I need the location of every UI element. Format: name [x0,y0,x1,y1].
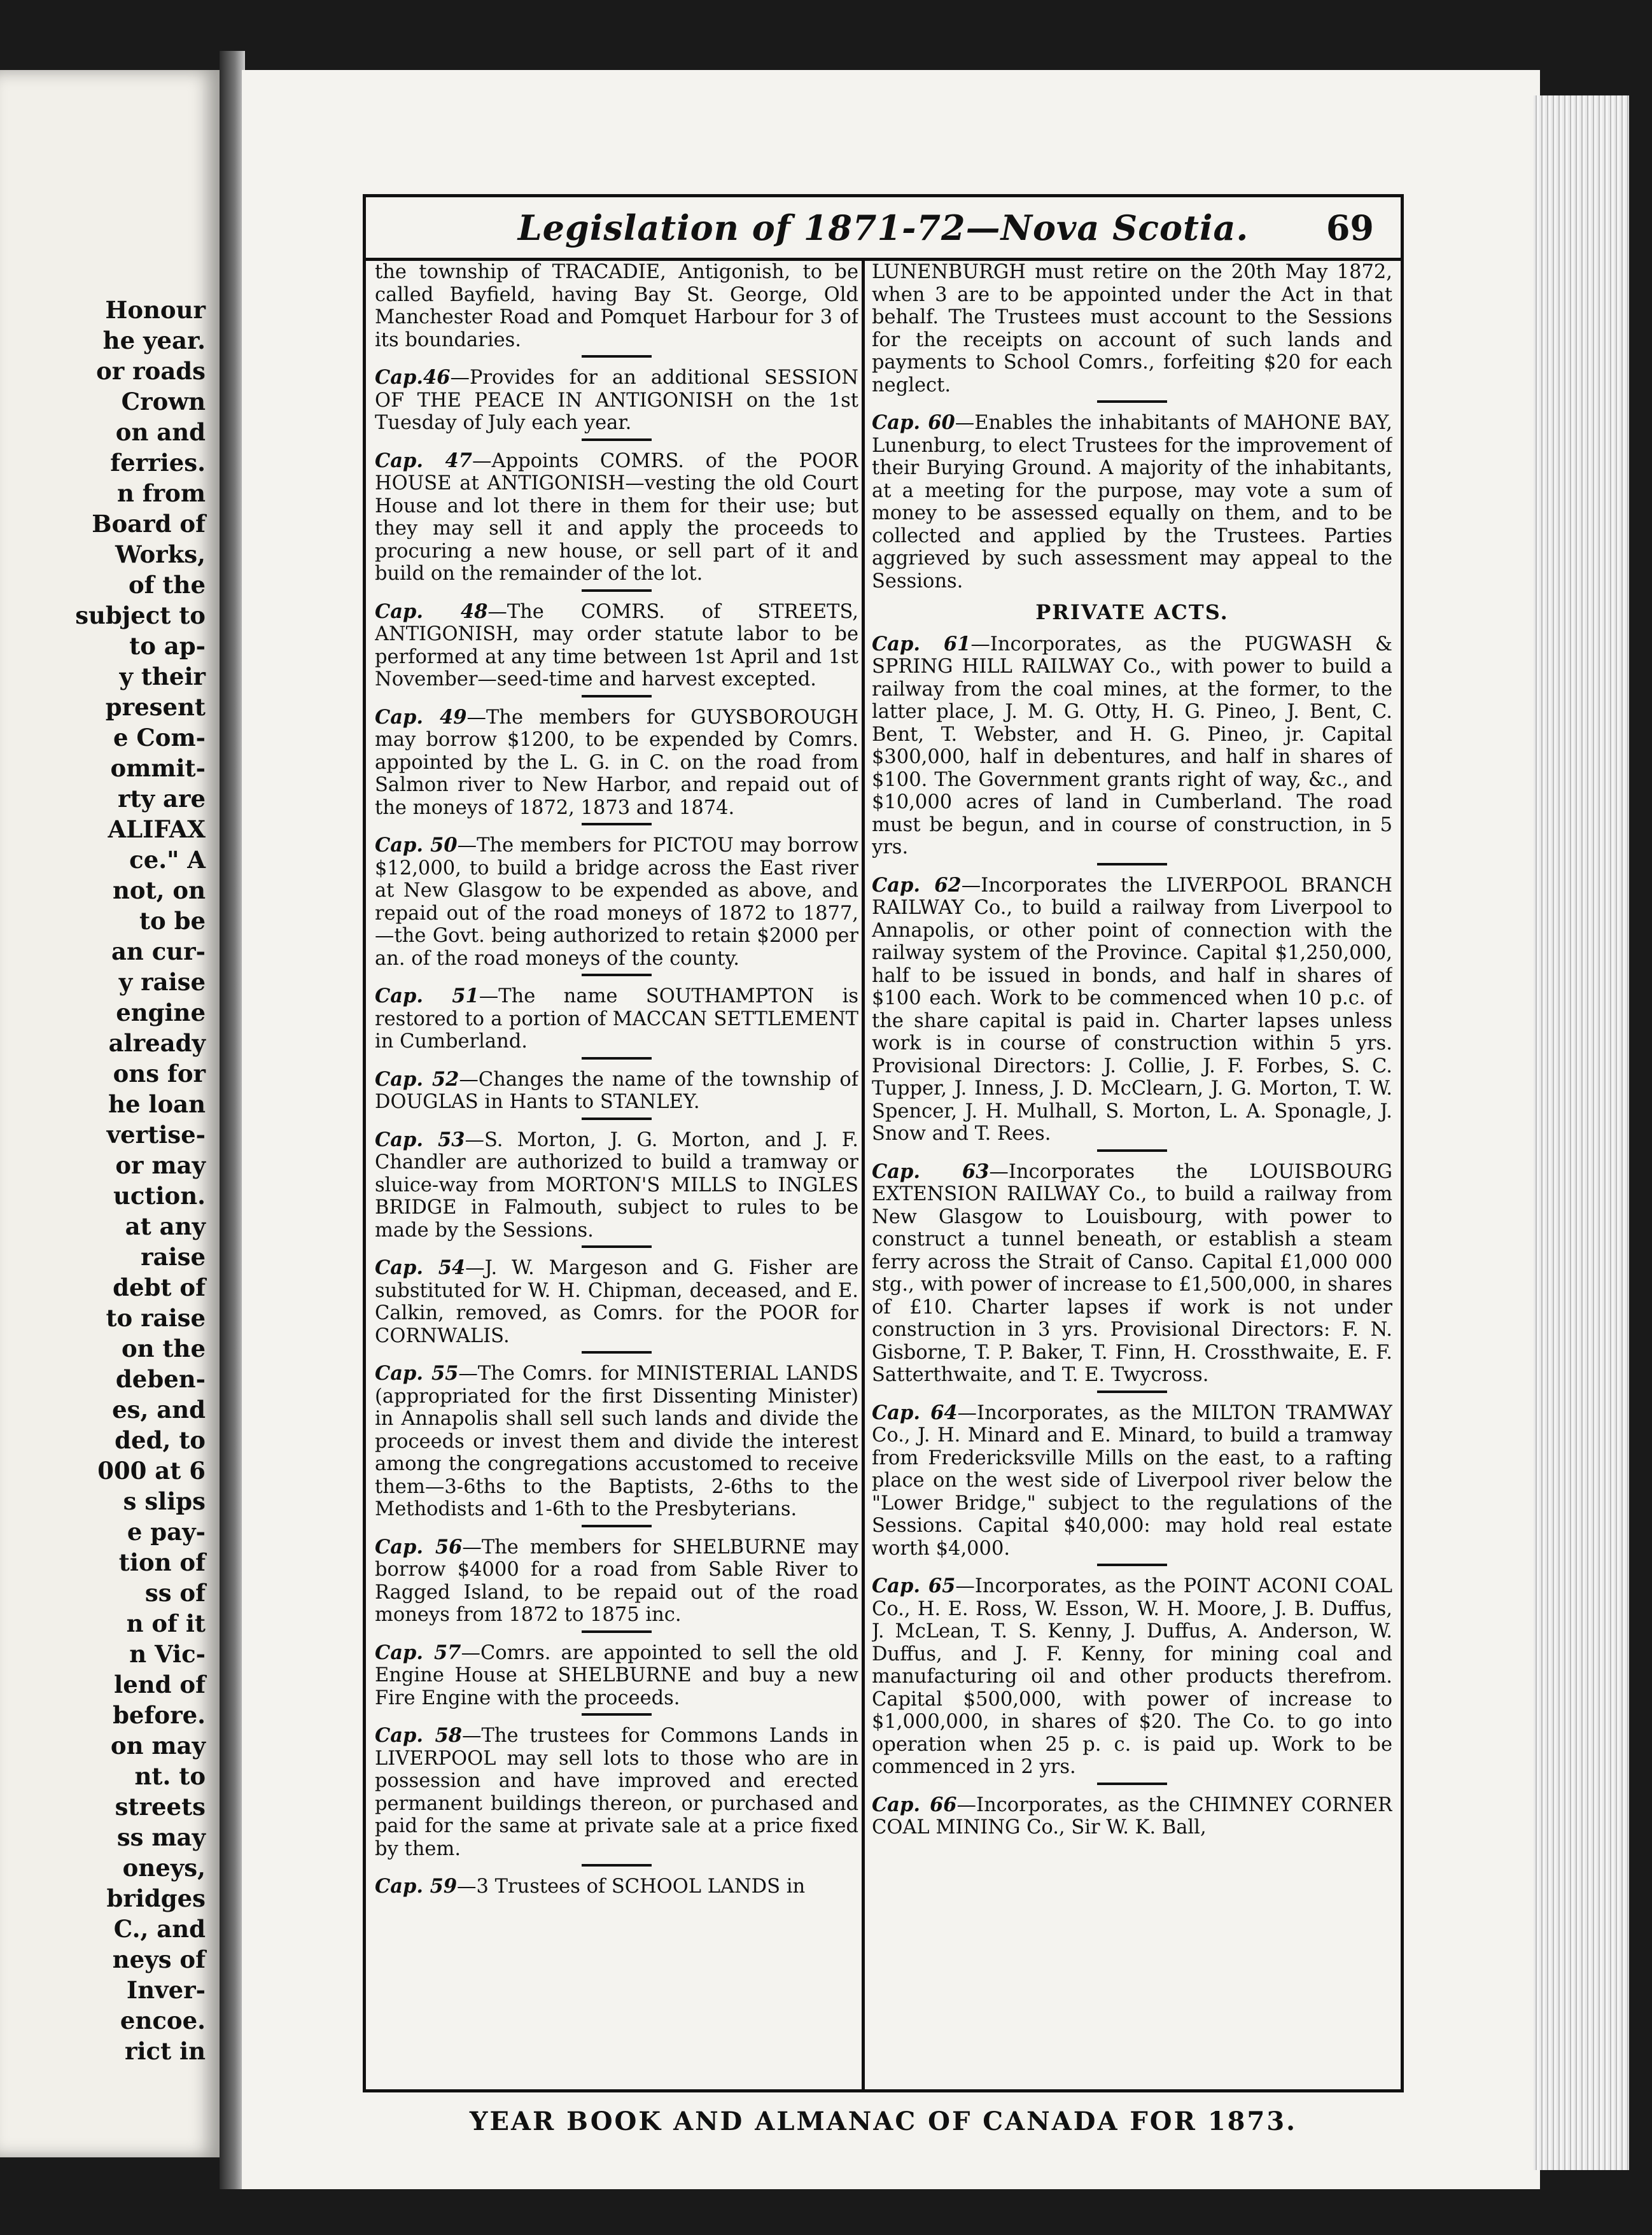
margin-fragment: on and [115,418,206,446]
margin-fragment: present [105,693,206,721]
legislation-entry [375,1725,858,1867]
margin-fragment: oneys, [122,1854,206,1882]
margin-fragment: or roads [96,357,206,385]
margin-fragment: e pay- [127,1518,206,1546]
entry-text: —The trustees for Commons Lands in LIVERPOOL may sell lots to those who are in possession and have improved and erected permanent buildings thereon, or purchased and paid for the same at private sale at a price fixed by them. [375,1725,858,1860]
margin-fragment: es, and [112,1396,206,1424]
entry-separator [1097,1783,1167,1785]
chapter-number: Cap. 59 [375,1875,458,1898]
entry-text: —The members for PICTOU may borrow $12,000, to build a bridge across the East river at New Glasgow to be expended as above, and repaid out of the road moneys of 1872 to 1877,—the Govt. being authorized to retain $2000 per an. of the road moneys of the county. [375,834,858,970]
legislation-entry [872,874,1392,1152]
legislation-entry [375,834,858,976]
legislation-entry [872,1402,1392,1567]
margin-fragment: ded, to [115,1426,206,1454]
margin-fragment: C., and [113,1915,206,1943]
entry-text: —The Comrs. for MINISTERIAL LANDS (appropriated for the first Dissenting Minister) in Annapolis shall sell such lands and divide the proceeds or invest them and divide the interest among the congregations accustomed to receive them—3-6ths to the Baptists, 2-6ths to the Methodists and 1-6th to the Presbyterians. [375,1363,858,1520]
margin-fragment: on may [110,1732,206,1760]
margin-fragment: to be [139,907,206,935]
chapter-number: Cap. 52 [375,1067,459,1091]
margin-fragment: he year. [102,326,206,354]
chapter-number: Cap. 57 [375,1641,461,1664]
legislation-entry [375,1642,858,1716]
margin-fragment: encoe. [120,2007,206,2035]
chapter-number: Cap. 49 [375,705,467,729]
margin-fragment: ss of [144,1579,206,1607]
margin-fragment: of the [128,571,206,599]
chapter-number: Cap.46 [375,366,451,389]
entry-separator [582,1245,652,1248]
entry-separator [1097,1391,1167,1393]
margin-fragment: n from [116,479,206,507]
margin-fragment: on the [122,1335,206,1363]
chapter-number: Cap. 53 [375,1128,465,1151]
margin-fragment: 000 at 6 [97,1457,206,1485]
chapter-number: Cap. 48 [375,599,488,623]
margin-fragment: ferries. [110,449,206,477]
page [242,70,1540,2189]
entry-separator [582,1118,652,1120]
entry-separator [582,438,652,441]
entry-text: —Changes the name of the township of DOUGLAS in Hants to STANLEY. [375,1068,858,1113]
page-footer: YEAR BOOK AND ALMANAC OF CANADA FOR 1873. [469,2106,1298,2136]
margin-fragment: Honour [105,296,206,324]
margin-fragment: rict in [124,2037,206,2065]
entry-text: —Enables the inhabitants of MAHONE BAY, Lunenburg, to elect Trustees for the improvement of their Burying Ground. A majority of the inhabitants, at a meeting for the purpose, may vote a sum of money to be assessed equally on them, and to be collected and applied by the Trustees. Parties aggrieved by such assessment may appeal to the Sessions. [872,412,1392,592]
entry-text: —Comrs. are appointed to sell the old Engine House at SHELBURNE and buy a new Fire Engine with the proceeds. [375,1641,858,1709]
legislation-entry [375,1257,858,1354]
legislation-entry [375,1068,858,1120]
entry-text: —The name SOUTHAMPTON is restored to a portion of MACCAN SETTLEMENT in Cumberland. [375,985,858,1053]
margin-fragment: before. [113,1701,206,1729]
page-edges [1534,95,1629,2170]
entry-text: —The COMRS. of STREETS, ANTIGONISH, may order statute labor to be performed at any time between 1st April and 1st November—seed-time and harvest excepted. [375,600,858,690]
entry-text: —3 Trustees of SCHOOL LANDS in [457,1875,806,1898]
chapter-number: Cap. 56 [375,1535,463,1559]
private-acts-heading: PRIVATE ACTS. [1035,600,1229,624]
legislation-entry [375,1363,858,1527]
margin-fragment: y their [119,662,206,690]
margin-fragment: an cur- [111,937,206,965]
margin-fragment: lend of [114,1671,206,1699]
legislation-entry [872,261,1392,403]
margin-fragment: e Com- [113,724,206,752]
margin-fragment: n of it [126,1609,206,1637]
entry-text: —Incorporates, as the PUGWASH & SPRING HILL RAILWAY Co., with power to build a railway from the coal mines, at the former, to the latter place, J. M. G. Otty, H. G. Pineo, J. Bent, C. Bent, T. Webster, and H. G. Pineo, jr. Capital $300,000, half in debentures, and half in shares of $100. The Government grants right of way, &c., and $10,000 acres of land in Cumberland. The road must be begun, and in course of construction, in 5 yrs. [872,633,1392,858]
entry-text: —J. W. Margeson and G. Fisher are substituted for W. H. Chipman, deceased, and E. Calkin, removed, as Comrs. for the POOR for CORNWALIS. [375,1257,858,1347]
entry-text: the township of TRACADIE, Antigonish, to be called Bayfield, having Bay St. George, Old Manchester Road and Pomquet Harbour for 3 of its boundaries. [375,261,858,351]
margin-fragment: subject to [75,601,206,629]
entry-text: —The members for SHELBURNE may borrow $4000 for a road from Sable River to Ragged Island, to be repaid out of the road moneys from 1872 to 1875 inc. [375,1536,858,1626]
margin-fragment: Crown [121,388,206,416]
margin-fragment: y raise [118,968,206,996]
chapter-number: Cap. 66 [872,1793,957,1816]
entry-separator [582,695,652,697]
legislation-entry [375,601,858,697]
entry-separator [1097,1149,1167,1152]
legislation-entry [872,1161,1392,1393]
margin-fragment: not, on [112,876,206,904]
margin-fragment: s slips [123,1487,206,1515]
book-gutter [220,51,245,2189]
chapter-number: Cap. 55 [375,1362,459,1385]
entry-separator [582,974,652,976]
page-frame [363,194,1404,2092]
margin-fragment: to raise [106,1304,206,1332]
legislation-entry [872,1575,1392,1785]
margin-fragment: neys of [112,1945,206,1973]
margin-fragment: ss may [116,1823,206,1851]
margin-fragment: engine [116,998,206,1026]
entry-separator [582,1713,652,1716]
margin-fragment: to ap- [129,632,206,660]
column-divider [862,258,865,2089]
entry-separator [582,1351,652,1354]
legislation-entry [375,450,858,592]
chapter-number: Cap. 51 [375,984,479,1007]
chapter-number: Cap. 60 [872,411,955,434]
margin-fragment: tion of [118,1548,206,1576]
margin-fragment: ALIFAX [108,815,206,843]
left-column [375,261,858,2089]
legislation-entry [375,261,858,358]
entry-text: LUNENBURGH must retire on the 20th May 1872, when 3 are to be appointed under the Act in that behalf. The Trustees must account to the Sessions for the receipts on account of such lands and payments to School Comrs., forfeiting $20 for each neglect. [872,261,1392,396]
chapter-number: Cap. 47 [375,449,473,472]
legislation-entry [375,367,858,441]
margin-fragment: at any [125,1212,206,1240]
legislation-entry [375,985,858,1060]
margin-fragment: or may [115,1151,206,1179]
right-column [872,261,1392,2089]
entry-text: —The members for GUYSBOROUGH may borrow $1200, to be expended by Comrs. appointed by the L. G. in C. on the road from Salmon river to New Harbor, and repaid out of the moneys of 1872, 1873 and 1874. [375,706,858,819]
legislation-entry [375,706,858,826]
entry-separator [582,1864,652,1867]
margin-fragment: nt. to [134,1762,206,1790]
margin-fragment: he loan [108,1090,206,1118]
margin-fragment: debt of [113,1273,206,1301]
legislation-entry [872,1794,1392,1839]
margin-fragment: streets [115,1793,206,1821]
chapter-number: Cap. 61 [872,632,971,655]
entry-separator [1097,863,1167,865]
entry-separator [582,589,652,592]
legislation-entry [375,1536,858,1633]
legislation-entry [375,1875,858,1898]
margin-fragment: bridges [106,1884,206,1912]
margin-fragment: rty are [118,785,206,813]
entry-separator [582,1630,652,1633]
legislation-entry [872,412,1392,592]
entry-text: —Appoints COMRS. of the POOR HOUSE at ANTIGONISH—vesting the old Court House and lot there in them for their use; but they may sell it and apply the proceeds to procuring a new house, or sell part of it and build on the remainder of the lot. [375,449,858,585]
margin-fragment: Inver- [126,1976,206,2004]
entry-separator [1097,400,1167,403]
entry-text: —S. Morton, J. G. Morton, and J. F. Chandler are authorized to build a tramway or sluice-way from MORTON'S MILLS to INGLES BRIDGE in Falmouth, subject to rules to be made by the Sessions. [375,1128,858,1242]
margin-fragment: Board of [92,510,206,538]
facing-page-fragment [0,70,220,2157]
margin-fragment: uction. [113,1182,206,1210]
chapter-number: Cap. 65 [872,1574,956,1597]
entry-text: —Incorporates, as the CHIMNEY CORNER COAL MINING Co., Sir W. K. Ball, [872,1793,1392,1839]
margin-fragment: vertise- [106,1121,206,1149]
chapter-number: Cap. 50 [375,834,458,857]
entry-text: —Incorporates the LOUISBOURG EXTENSION RAILWAY Co., to build a railway from New Glasgow to Louisbourg, with power to construct a tunnel beneath, or establish a steam ferry across the Strait of Canso. Capital £1,000 000 stg., with power of increase to £1,500,000, in shares of £10. Charter lapses if work is not under construction in 3 yrs. Provisional Directors: F. N. Gisborne, T. P. Baker, T. Finn, H. Crossthwaite, E. F. Satterthwaite, and T. E. Twycross. [872,1160,1392,1386]
entry-text: —Provides for an additional SESSION OF THE PEACE IN ANTIGONISH on the 1st Tuesday of July each year. [375,367,858,434]
margin-fragment: raise [141,1243,206,1271]
chapter-number: Cap. 54 [375,1256,466,1279]
entry-separator [582,1057,652,1060]
chapter-number: Cap. 63 [872,1160,990,1183]
legislation-entry [375,1129,858,1249]
entry-text: —Incorporates the LIVERPOOL BRANCH RAILWAY Co., to build a railway from Liverpool to Annapolis, or other point of connection with the railway system of the Province. Capital $1,250,000, half to be issued in bonds, and half in shares of $100 each. Work to be commenced when 10 p.c. of the share capital is paid in. Charter lapses unless work is in course of construction within 5 yrs. Provisional Directors: J. Collie, J. F. Forbes, S. C. Tupper, J. Inness, J. D. McClearn, J. G. Morton, T. W. Spencer, J. H. Mulhall, S. Morton, L. A. Sponagle, J. Snow and T. Rees. [872,874,1392,1145]
page-number: 69 [1326,207,1374,248]
margin-fragment: Works, [115,540,206,568]
chapter-number: Cap. 58 [375,1724,462,1747]
entry-separator [582,355,652,358]
margin-fragment: n Vic- [129,1640,206,1668]
entry-text: —Incorporates, as the MILTON TRAMWAY Co., J. H. Minard and E. Minard, to build a tramway from Fredericksville Mills on the east, to a rafting place on the west side of Liverpool river below the "Lower Bridge," subject to the regulations of the Sessions. Capital $40,000: may hold real estate worth $4,000. [872,1401,1392,1560]
page-header [366,197,1401,261]
chapter-number: Cap. 64 [872,1401,958,1424]
margin-fragment: ce." A [129,846,206,874]
chapter-number: Cap. 62 [872,873,962,897]
margin-fragment: already [108,1029,206,1057]
legislation-entry [872,633,1392,865]
entry-separator [1097,1564,1167,1566]
margin-fragment: ommit- [110,754,206,782]
entry-text: —Incorporates, as the POINT ACONI COAL Co., H. E. Ross, W. Esson, W. H. Moore, J. B. Duffus, J. McLean, T. S. Kenny, J. Duffus, A. Anderson, W. Duffus, and J. F. Kenny, for mining coal and manufacturing oil and other products therefrom. Capital $500,000, with power of increase to $1,000,000, in shares of $20. The Co. to go into operation when 25 p. c. is paid up. Work to be commenced in 2 yrs. [872,1575,1392,1778]
page-title: Legislation of 1871-72—Nova Scotia. [517,207,1249,248]
margin-fragment: deben- [115,1365,206,1393]
margin-fragment: ons for [113,1060,206,1088]
entry-separator [582,1525,652,1527]
entry-separator [582,823,652,825]
